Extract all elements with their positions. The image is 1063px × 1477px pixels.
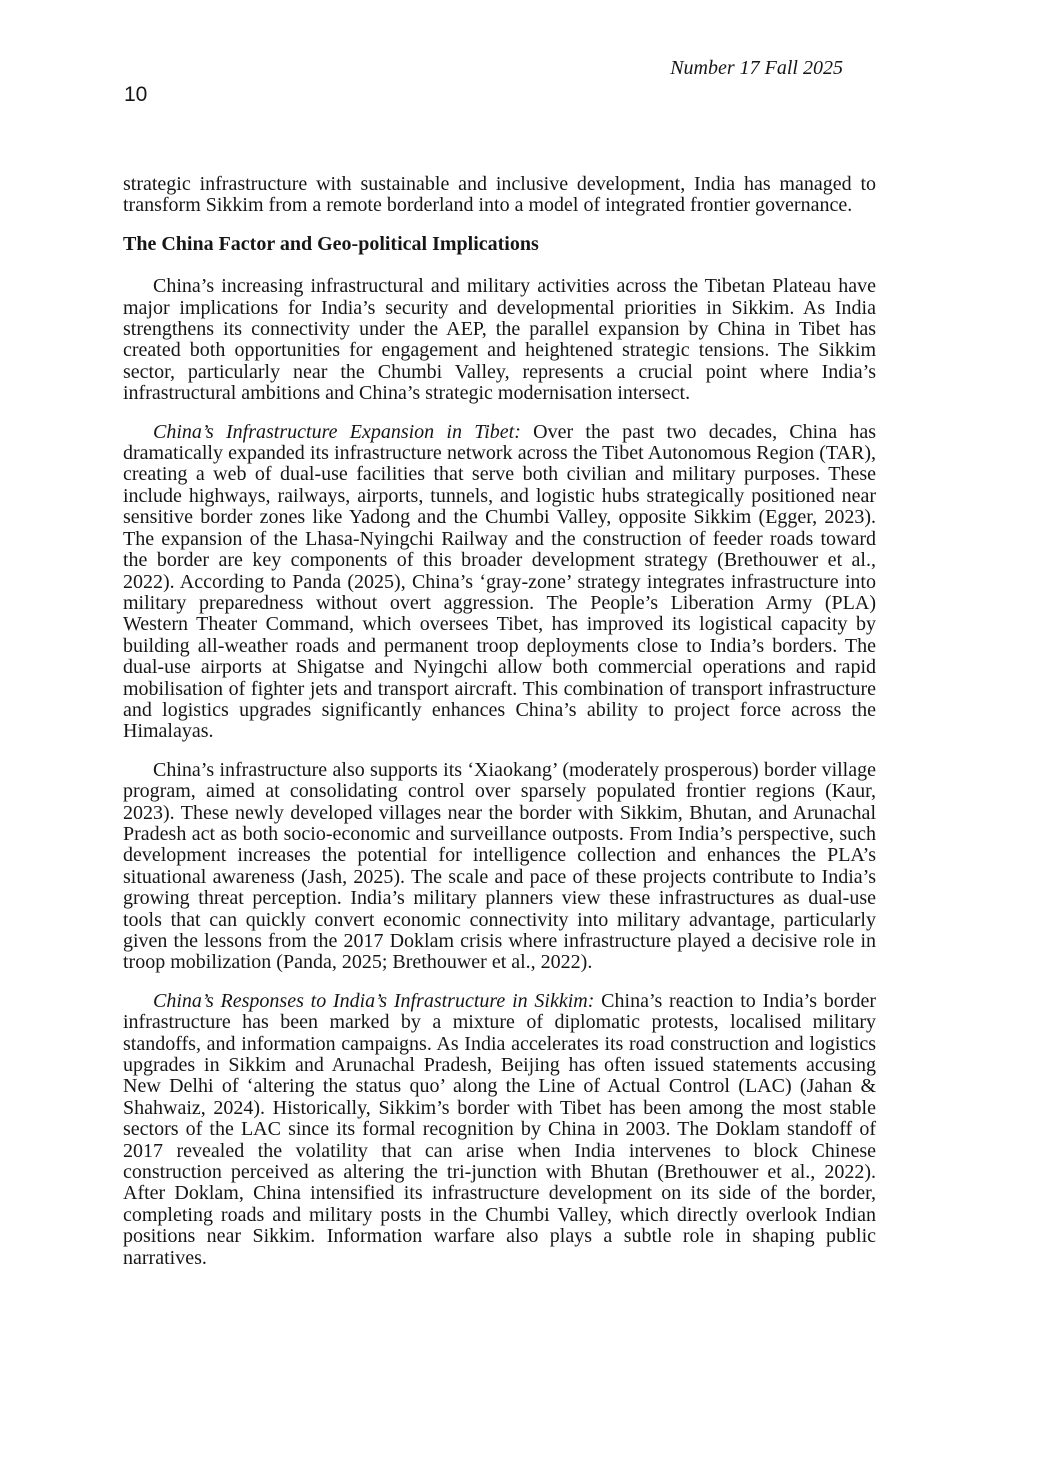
paragraph-lead-in: China’s Responses to India’s Infrastructure in Sikkim: <box>153 989 595 1012</box>
paragraph-text: Over the past two decades, China has dramatically expanded its infrastructure network across the Tibet Autonomous Region (TAR), creating a web of dual-use facilities that serve both civilian and military purposes. These include highways, railways, airports, tunnels, and logistic hubs strategically positioned near sensitive border zones like Yadong and the Chumbi Valley, opposite Sikkim (Egger, 2023). The expansion of the Lhasa-Nyingchi Railway and the construction of feeder roads toward the border are key components of this broader development strategy (Brethouwer et al., 2022). According to Panda (2025), China’s ‘gray-zone’ strategy integrates infrastructure into military preparedness without overt aggression. The People’s Liberation Army (PLA) Western Theater Command, which oversees Tibet, has improved its logistical capacity by building all-weather roads and permanent troop deployments close to India’s borders. The dual-use airports at Shigatse and Nyingchi allow both commercial operations and rapid mobilisation of fighter jets and transport aircraft. This combination of transport infrastructure and logistics upgrades significantly enhances China’s ability to project force across the Himalayas. <box>123 420 877 743</box>
paragraph-text: China’s reaction to India’s border infrastructure has been marked by a mixture of diplomatic protests, localised military standoffs, and information campaigns. As India accelerates its road construction and logistics upgrades in Sikkim and Arunachal Pradesh, Beijing has often issued statements accusing New Delhi of ‘altering the status quo’ along the Line of Actual Control (LAC) (Jahan & Shahwaiz, 2024). Historically, Sikkim’s border with Tibet has been among the most stable sectors of the LAC since its formal recognition by China in 2003. The Doklam standoff of 2017 revealed the volatility that can arise when India intervenes to block Chinese construction perceived as altering the tri-junction with Bhutan (Brethouwer et al., 2022). After Doklam, China intensified its infrastructure development on its side of the border, completing roads and military posts in the Chumbi Valley, which directly overlook Indian positions near Sikkim. Information warfare also plays a subtle role in shaping public narratives. <box>123 989 876 1269</box>
paragraph <box>123 760 876 974</box>
paragraph-text: China’s increasing infrastructural and military activities across the Tibetan Plateau have major implications for India’s security and developmental priorities in Sikkim. As India strengthens its connectivity under the AEP, the parallel expansion by China in Tibet has created both opportunities for engagement and heightened strategic tensions. The Sikkim sector, particularly near the Chumbi Valley, represents a crucial point where India’s infrastructural ambitions and China’s strategic modernisation intersect. <box>123 275 876 405</box>
paragraph <box>123 422 876 743</box>
paragraph-text: strategic infrastructure with sustainable and inclusive development, India has managed to transform Sikkim from a remote borderland into a model of integrated frontier governance. <box>123 173 876 217</box>
page-content <box>123 174 876 1286</box>
page-number: 10 <box>124 83 148 106</box>
paragraph-continuation <box>123 174 876 217</box>
running-header <box>670 57 843 80</box>
paragraph-lead-in: China’s Infrastructure Expansion in Tibet: <box>153 420 521 443</box>
paragraph-text: China’s infrastructure also supports its ‘Xiaokang’ (moderately prosperous) border village program, aimed at consolidating control over sparsely populated frontier regions (Kaur, 2023). These newly developed villages near the border with Sikkim, Bhutan, and Arunachal Pradesh act as both socio-economic and surveillance outposts. From India’s perspective, such development increases the potential for intelligence collection and enhances the PLA’s situational awareness (Jash, 2025). The scale and pace of these projects contribute to India’s growing threat perception. India’s military planners view these infrastructures as dual-use tools that can quickly convert economic connectivity into military advantage, particularly given the lessons from the 2017 Doklam crisis where infrastructure played a decisive role in troop mobilization (Panda, 2025; Brethouwer et al., 2022). <box>123 758 876 974</box>
issue-line: Number 17 Fall 2025 <box>670 57 843 79</box>
section-heading: The China Factor and Geo-political Implications <box>123 232 539 255</box>
paragraph <box>123 991 876 1269</box>
paragraph <box>123 276 876 404</box>
